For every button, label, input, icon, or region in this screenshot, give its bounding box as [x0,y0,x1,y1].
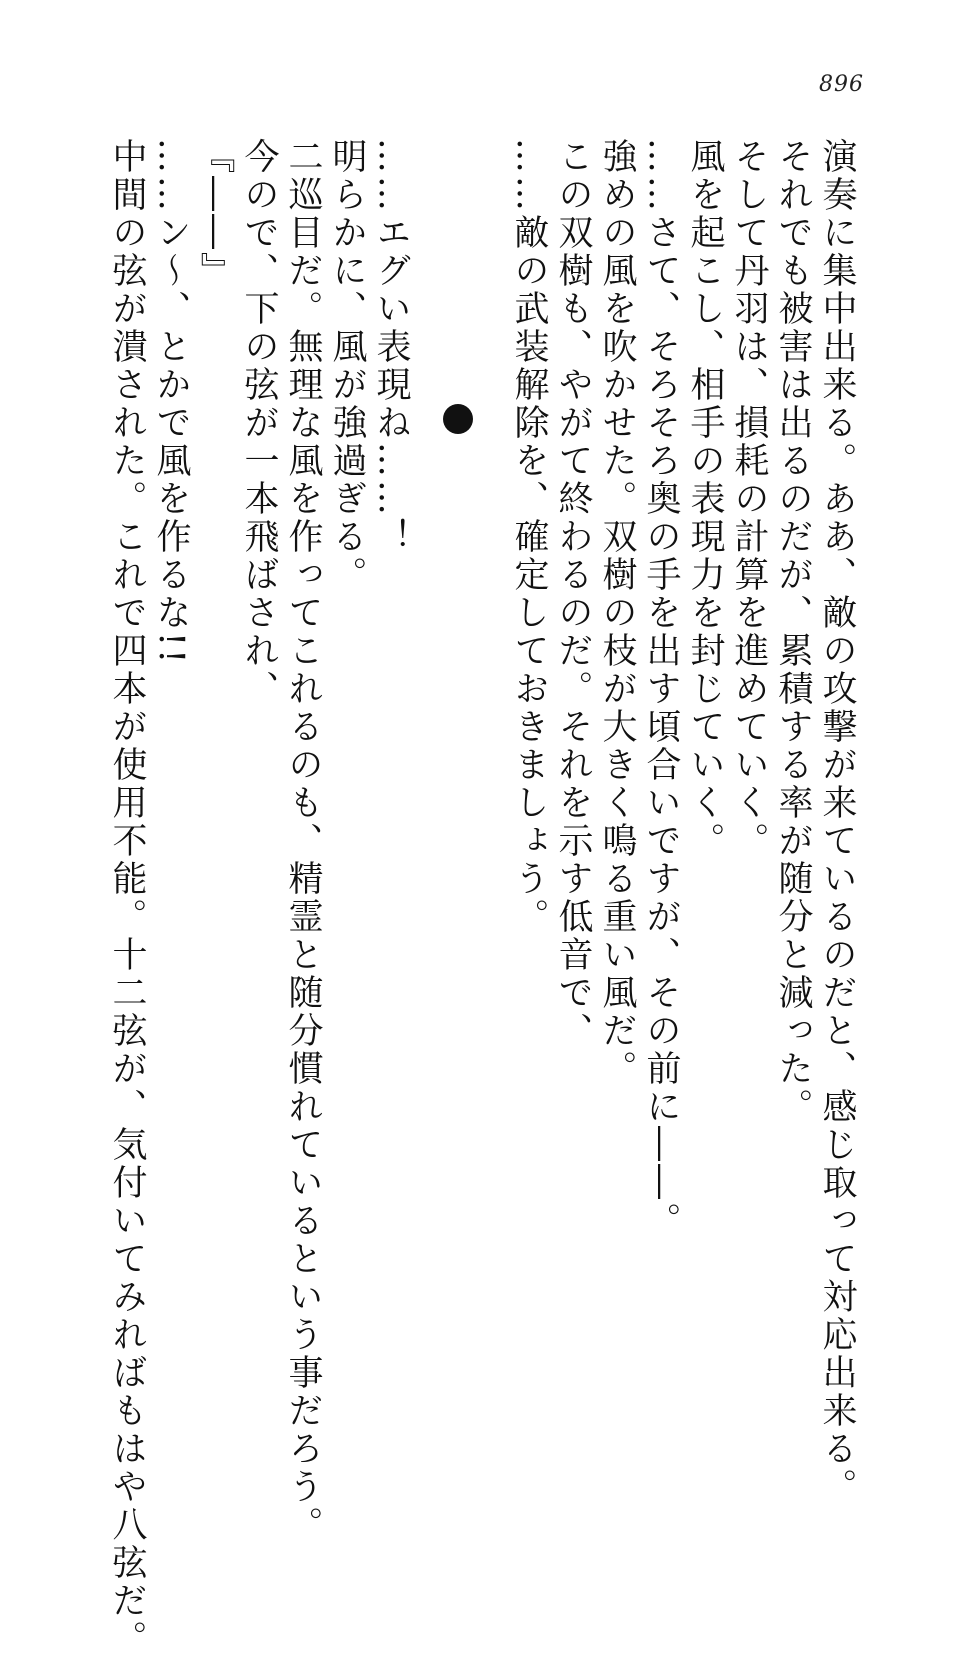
text-line: 演奏に集中出来る。ああ、敵の攻撃が来ているのだと、感じ取って対応出来る。 [817,138,857,1506]
text-line: ……さて、そろそろ奥の手を出す頃合いですが、その前に――。 [641,138,681,1240]
text-line: 『――』 [195,138,235,290]
text-line: 中間の弦が潰された。これで四本が使用不能。十二弦が、気付いてみればもはや八弦だ。 [107,138,147,1658]
text-line: 明らかに、風が強過ぎる。 [327,138,367,594]
text-line: この双樹も、やがて終わるのだ。それを示す低音で、 [553,138,593,1050]
text-line: それでも被害は出るのだが、累積する率が随分と減った。 [773,138,813,1126]
scene-break-bullet [443,404,473,434]
text-line: ……ン～、とかで風を作るな!! [151,138,191,667]
page-number: 896 [819,72,864,97]
text-line: ……エグい表現ね……！ [371,138,411,556]
text-line: そして丹羽は、損耗の計算を進めていく。 [729,138,769,860]
text-line: 風を起こし、相手の表現力を封じていく。 [685,138,725,860]
text-line: 強めの風を吹かせた。双樹の枝が大きく鳴る重い風だ。 [597,138,637,1088]
text-line: ……敵の武装解除を、確定しておきましょう。 [509,138,549,936]
text-line: 今ので、下の弦が一本飛ばされ、 [239,138,279,708]
text-line: 二巡目だ。無理な風を作ってこれるのも、精霊と随分慣れているという事だろう。 [283,138,323,1544]
